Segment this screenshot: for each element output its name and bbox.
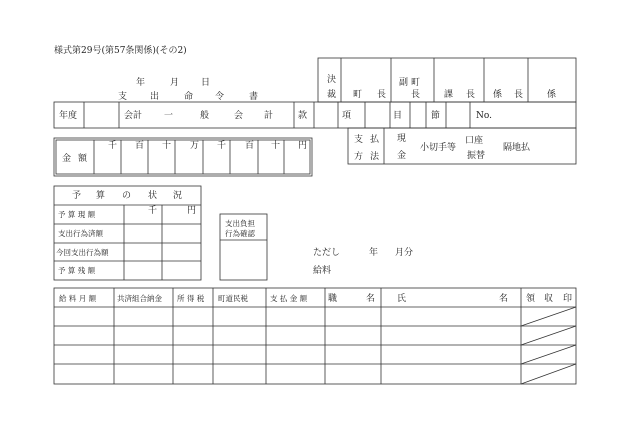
col-header-chodo: 町道民税 [218, 294, 248, 303]
col-header-shotoku: 所 得 税 [177, 294, 205, 303]
budget-unit-en: 円 [187, 206, 197, 216]
note-tadashi: ただし [313, 248, 341, 258]
nendo-label: 年度 [59, 111, 78, 121]
approval-kakari-2: 長 [514, 90, 524, 100]
col-header-kyuryo: 給 料 月 額 [59, 294, 97, 303]
amount-unit-man: 万 [190, 141, 200, 151]
amount-label-2: 額 [78, 154, 88, 164]
budget-row-genga: 予 算 現 額 [58, 210, 96, 219]
col-header-kyosai: 共済組合納金 [117, 294, 162, 303]
budget-row-sumi: 支出行為済額 [58, 229, 103, 238]
setsu-label: 節 [431, 111, 441, 121]
amount-unit-hyaku: 百 [135, 141, 145, 151]
approval-machi-1: 町 [353, 90, 363, 100]
number-label: No. [476, 111, 492, 121]
note-kyuryo: 給料 [313, 266, 332, 276]
col-header-mei: 名 [366, 294, 376, 304]
approval-fuku-2: 町 [411, 78, 421, 88]
approval-ka-1: 課 [444, 90, 454, 100]
ippan-1: 一 [164, 111, 174, 121]
payment-label-2a: 方 [354, 152, 364, 162]
payment-label-1b: 払 [370, 135, 380, 145]
amount-unit-hyaku2: 百 [245, 141, 255, 151]
kou-label: 項 [342, 111, 352, 121]
date-month-label: 月 [170, 78, 180, 88]
document-title-char-3: 命 [184, 92, 194, 102]
col-header-shi: 氏 [397, 294, 407, 304]
approval-kakari2: 係 [547, 90, 557, 100]
col-header-mei2: 名 [499, 294, 509, 304]
col-header-ryo: 領 [526, 294, 536, 304]
ippan-3: 会 [234, 111, 244, 121]
kouza-label: 口座 [465, 136, 484, 146]
budget-header-2: 算 [96, 191, 106, 201]
approval-fuku-1: 副 [399, 78, 409, 88]
amount-unit-juu: 十 [162, 141, 172, 151]
kan-label: 款 [298, 111, 308, 121]
col-header-in: 印 [563, 294, 573, 304]
col-header-shu: 収 [544, 294, 554, 304]
approval-ka-2: 長 [466, 90, 476, 100]
budget-header-4: 状 [148, 191, 158, 201]
document-title-char-5: 書 [249, 92, 259, 102]
budget-header-3: の [122, 191, 132, 201]
amount-unit-sen: 千 [108, 141, 118, 151]
document-title-char-2: 出 [150, 92, 160, 102]
payment-box [348, 128, 576, 164]
budget-row-konkai: 今回支出行為額 [56, 248, 109, 257]
genkin-1: 現 [397, 134, 407, 144]
confirm-line-1: 支出負担 [225, 219, 255, 228]
genkin-2: 金 [397, 151, 407, 161]
approval-machi-2: 長 [377, 90, 387, 100]
furikae-label: 振替 [467, 151, 486, 161]
document-title-char-1: 支 [118, 92, 128, 102]
ippan-2: 般 [200, 111, 210, 121]
amount-unit-sen2: 千 [217, 141, 227, 151]
note-year: 年 [369, 248, 379, 258]
approval-fuku-3: 長 [411, 90, 421, 100]
moku-label: 目 [393, 111, 403, 121]
note-month-bun: 月分 [395, 248, 414, 258]
payment-label-2b: 法 [370, 152, 380, 162]
col-header-shiharai: 支 払 金 額 [270, 294, 308, 303]
kogitte-label: 小切手等 [420, 143, 457, 153]
ippan-4: 計 [264, 111, 274, 121]
budget-header-1: 予 [72, 191, 82, 201]
amount-unit-juu2: 十 [271, 141, 281, 151]
col-header-shoku: 職 [328, 294, 338, 304]
budget-header-5: 況 [173, 191, 183, 201]
date-day-label: 日 [201, 78, 211, 88]
payment-label-1a: 支 [354, 135, 364, 145]
approval-kakari-1: 係 [493, 90, 503, 100]
kaikei-label: 会計 [124, 111, 143, 121]
kakuchi-label: 隔地払 [503, 143, 531, 153]
approval-kessai-1: 決 [327, 75, 337, 85]
amount-unit-en: 円 [298, 141, 308, 151]
budget-row-zan: 予 算 残 額 [58, 266, 96, 275]
amount-label-1: 金 [62, 154, 72, 164]
approval-kessai-2: 裁 [327, 90, 337, 100]
form-number: 様式第29号(第57条関係)(その2) [54, 46, 187, 56]
budget-unit-sen: 千 [148, 206, 158, 216]
confirm-line-2: 行為確認 [225, 229, 255, 238]
document-title-char-4: 令 [215, 92, 225, 102]
date-year-label: 年 [136, 78, 146, 88]
